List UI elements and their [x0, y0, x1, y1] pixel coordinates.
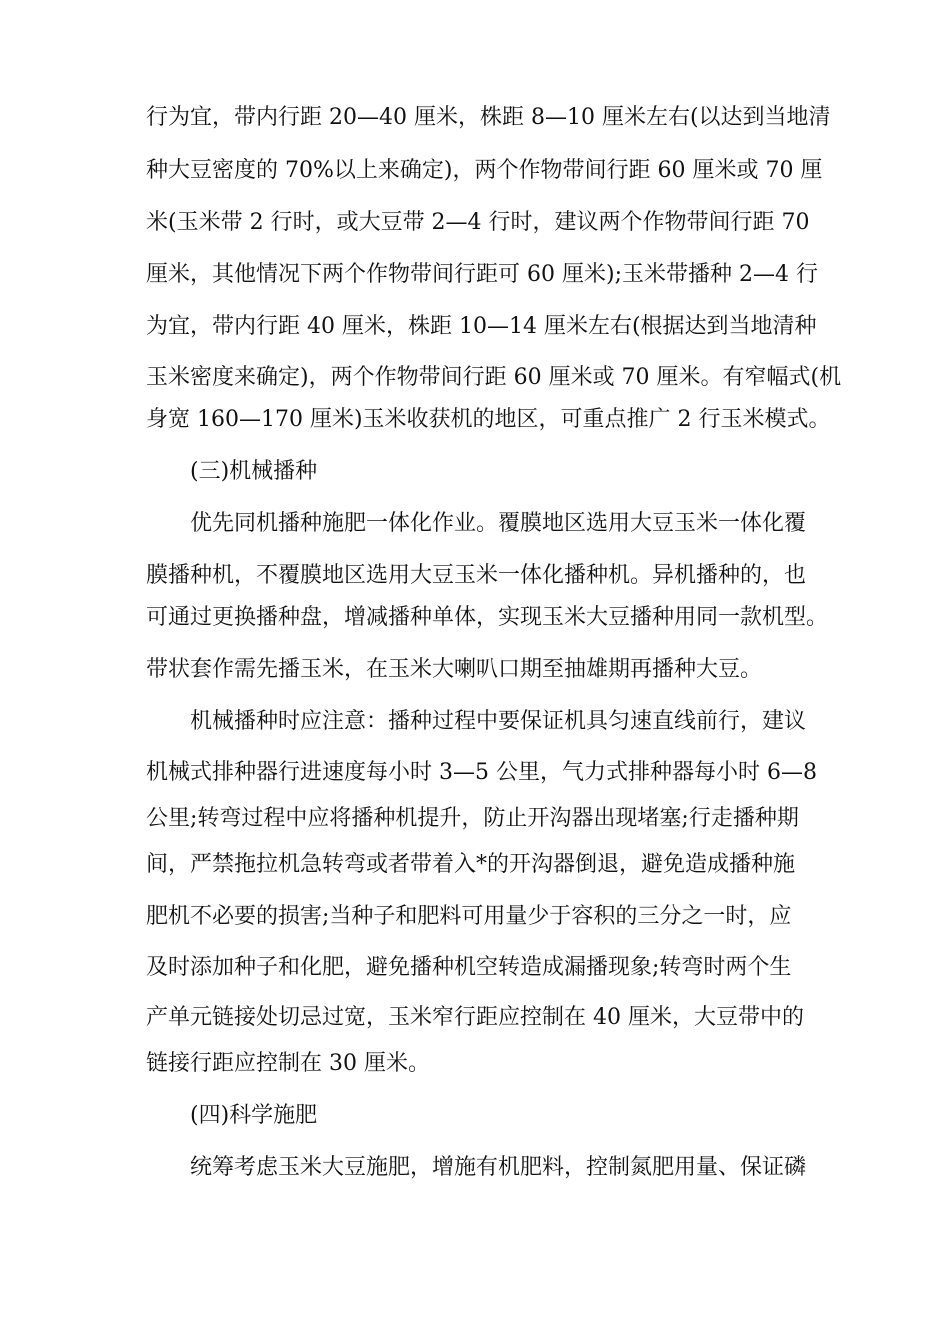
section-heading: (四)科学施肥 [190, 1103, 318, 1128]
section-heading: (三)机械播种 [190, 459, 318, 484]
body-text-line: 机械式排种器行进速度每小时 3—5 公里，气力式排种器每小时 6—8 [146, 760, 817, 785]
body-text-line: 玉米密度来确定)，两个作物带间行距 60 厘米或 70 厘米。有窄幅式(机 [146, 365, 842, 390]
body-text-line: 可通过更换播种盘，增减播种单体，实现玉米大豆播种用同一款机型。 [146, 605, 829, 630]
body-text-line: 间，严禁拖拉机急转弯或者带着入*的开沟器倒退，避免造成播种施 [146, 852, 796, 877]
body-text-line: 链接行距应控制在 30 厘米。 [146, 1051, 430, 1076]
paragraph-first-line: 统筹考虑玉米大豆施肥，增施有机肥料，控制氮肥用量、保证磷 [190, 1155, 807, 1180]
paragraph-first-line: 机械播种时应注意：播种过程中要保证机具匀速直线前行，建议 [190, 709, 807, 734]
body-text-line: 种大豆密度的 70%以上来确定)，两个作物带间行距 60 厘米或 70 厘 [146, 158, 823, 183]
body-text-line: 公里;转弯过程中应将播种机提升，防止开沟器出现堵塞;行走播种期 [146, 806, 799, 831]
body-text-line: 及时添加种子和化肥，避免播种机空转造成漏播现象;转弯时两个生 [146, 955, 792, 980]
body-text-line: 肥机不必要的损害;当种子和肥料可用量少于容积的三分之一时，应 [146, 904, 792, 929]
body-text-line: 米(玉米带 2 行时，或大豆带 2—4 行时，建议两个作物带间行距 70 [146, 210, 810, 235]
body-text-line: 厘米，其他情况下两个作物带间行距可 60 厘米);玉米带播种 2—4 行 [146, 262, 818, 287]
body-text-line: 为宜，带内行距 40 厘米，株距 10—14 厘米左右(根据达到当地清种 [146, 314, 817, 339]
body-text-line: 带状套作需先播玉米，在玉米大喇叭口期至抽雄期再播种大豆。 [146, 657, 763, 682]
body-text-line: 行为宜，带内行距 20—40 厘米，株距 8—10 厘米左右(以达到当地清 [146, 105, 831, 130]
body-text-line: 膜播种机，不覆膜地区选用大豆玉米一体化播种机。异机播种的，也 [146, 563, 807, 588]
paragraph-first-line: 优先同机播种施肥一体化作业。覆膜地区选用大豆玉米一体化覆 [190, 511, 807, 536]
body-text-line: 产单元链接处切忌过宽，玉米窄行距应控制在 40 厘米，大豆带中的 [146, 1005, 804, 1030]
body-text-line: 身宽 160—170 厘米)玉米收获机的地区，可重点推广 2 行玉米模式。 [146, 407, 831, 432]
